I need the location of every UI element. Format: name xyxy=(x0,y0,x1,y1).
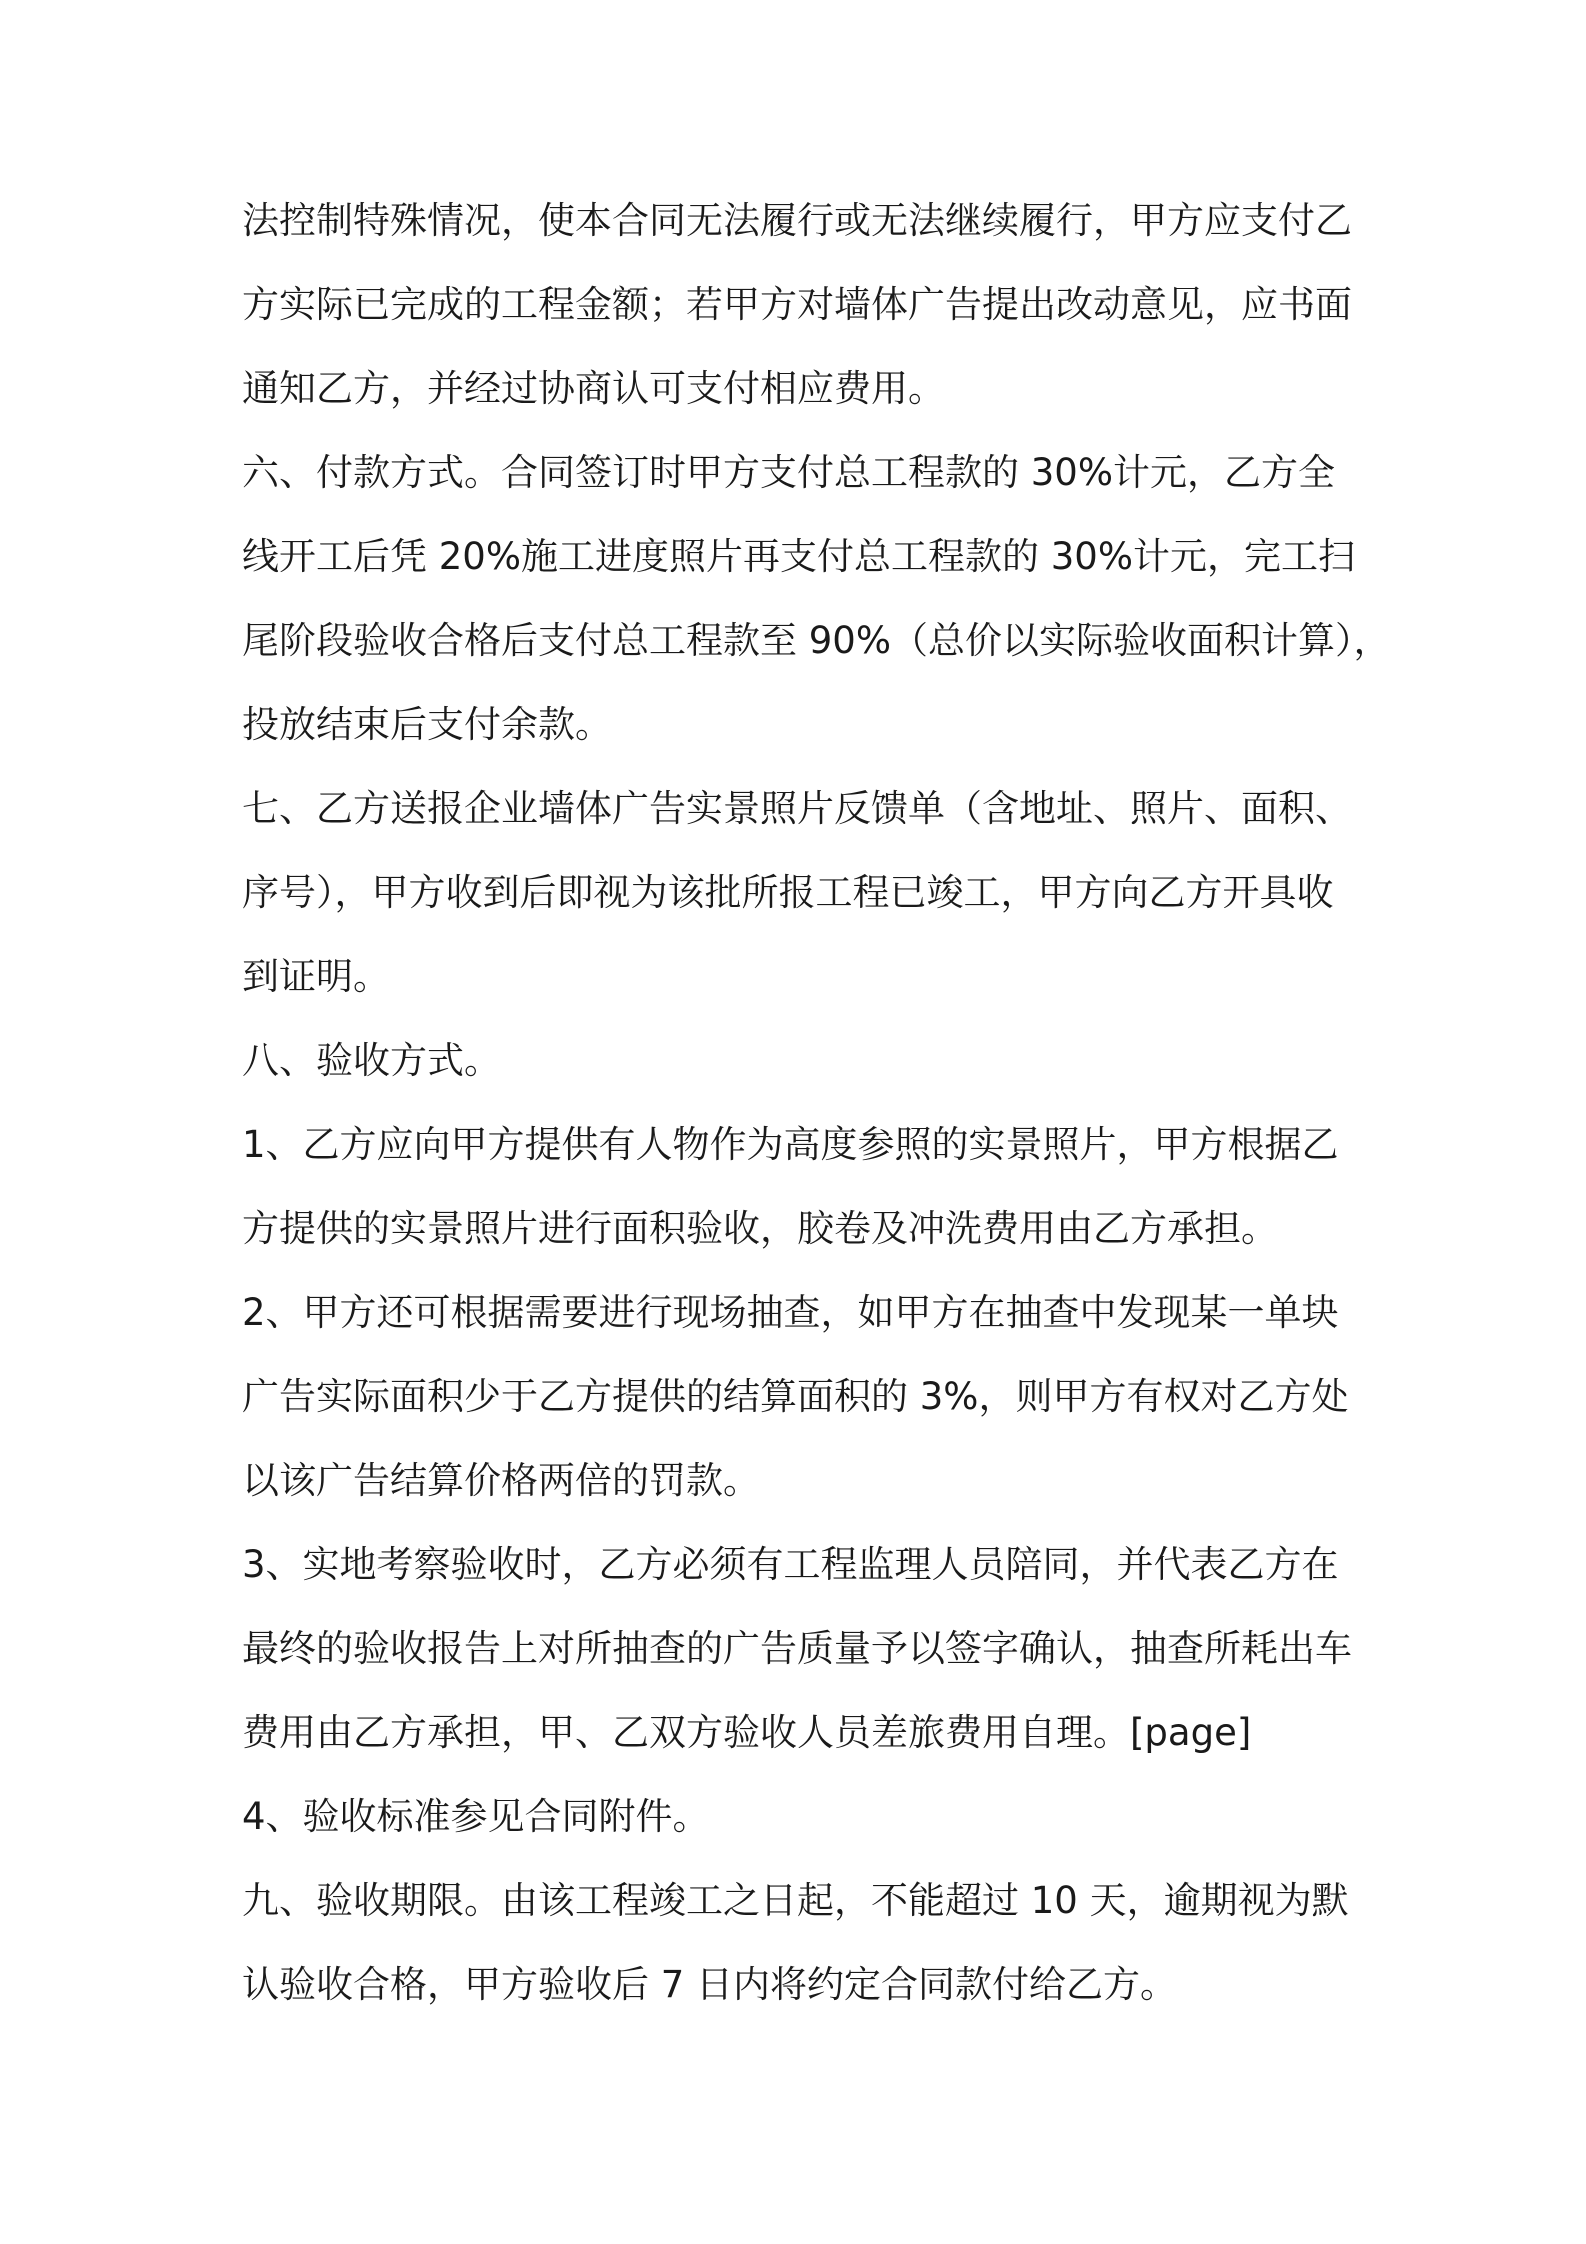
text-line: 到证明。 xyxy=(242,955,390,998)
text-line: 1、乙方应向甲方提供有人物作为高度参照的实景照片，甲方根据乙 xyxy=(242,1123,1339,1166)
text-line: 2、甲方还可根据需要进行现场抽查，如甲方在抽查中发现某一单块 xyxy=(242,1291,1339,1334)
text-line: 投放结束后支付余款。 xyxy=(242,703,612,746)
text-line: 九、验收期限。由该工程竣工之日起，不能超过 10 天，逾期视为默 xyxy=(242,1879,1349,1922)
text-line: 法控制特殊情况，使本合同无法履行或无法继续履行，甲方应支付乙 xyxy=(242,199,1352,242)
text-line: 最终的验收报告上对所抽查的广告质量予以签字确认，抽查所耗出车 xyxy=(242,1627,1352,1670)
text-line: 线开工后凭 20%施工进度照片再支付总工程款的 30%计元，完工扫 xyxy=(242,535,1355,578)
text-line: 序号），甲方收到后即视为该批所报工程已竣工，甲方向乙方开具收 xyxy=(242,871,1334,914)
text-line: 通知乙方，并经过协商认可支付相应费用。 xyxy=(242,367,945,410)
text-line: 广告实际面积少于乙方提供的结算面积的 3%，则甲方有权对乙方处 xyxy=(242,1375,1349,1418)
text-line: 七、乙方送报企业墙体广告实景照片反馈单（含地址、照片、面积、 xyxy=(242,787,1352,830)
text-line: 4、验收标准参见合同附件。 xyxy=(242,1795,710,1838)
text-line: 以该广告结算价格两倍的罚款。 xyxy=(242,1459,760,1502)
text-line: 六、付款方式。合同签订时甲方支付总工程款的 30%计元，乙方全 xyxy=(242,451,1335,494)
text-line: 费用由乙方承担，甲、乙双方验收人员差旅费用自理。[page] xyxy=(242,1711,1252,1754)
text-line: 方提供的实景照片进行面积验收，胶卷及冲洗费用由乙方承担。 xyxy=(242,1207,1278,1250)
text-line: 认验收合格，甲方验收后 7 日内将约定合同款付给乙方。 xyxy=(242,1963,1178,2006)
text-line: 3、实地考察验收时，乙方必须有工程监理人员陪同，并代表乙方在 xyxy=(242,1543,1339,1586)
text-line: 尾阶段验收合格后支付总工程款至 90%（总价以实际验收面积计算）， xyxy=(242,619,1391,662)
text-line: 八、验收方式。 xyxy=(242,1039,501,1082)
text-line: 方实际已完成的工程金额；若甲方对墙体广告提出改动意见，应书面 xyxy=(242,283,1352,326)
